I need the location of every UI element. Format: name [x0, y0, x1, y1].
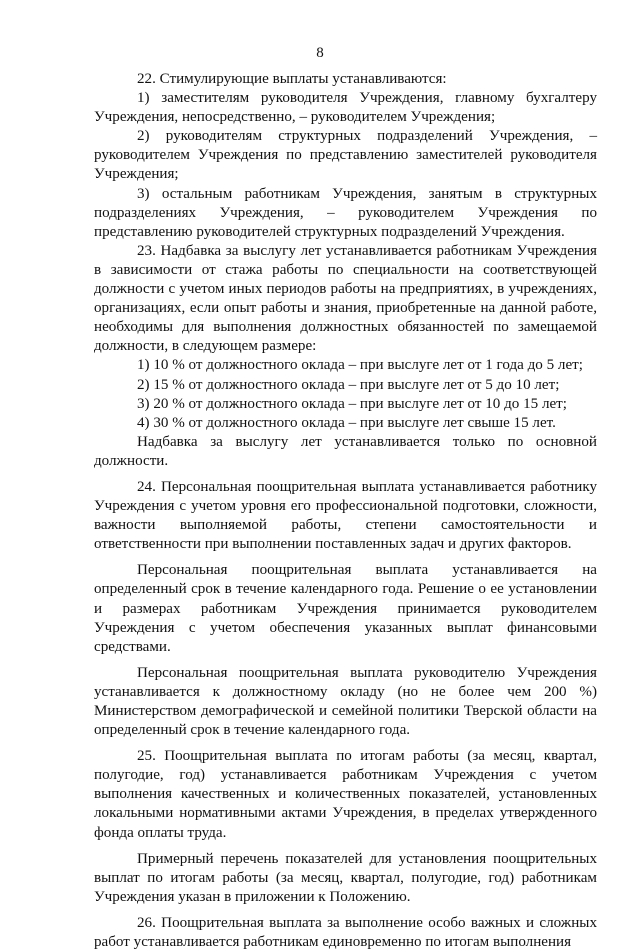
list-item-22-2: 2) руководителям структурных подразделений Учреждения, – руководителем Учреждения по представлению заместителей руководителя Учреждения;: [94, 128, 597, 183]
paragraph-23-seniority-bonus: 23. Надбавка за выслугу лет устанавливается работникам Учреждения в зависимости от стажа работы по специальности на соответствующей должности с учетом иных периодов работы на предприятиях, в учреждениях, организациях, если опыт работы и знания, приобретенные на данной работе, необходимы для выполнения должностных обязанностей по замещаемой должности, в следующем размере:: [94, 242, 597, 355]
page-number: 8: [316, 45, 324, 61]
list-item-22-1: 1) заместителям руководителя Учреждения, главному бухгалтеру Учреждения, непосредственно, – руководителем Учреждения;: [94, 90, 597, 126]
paragraph-25-indicators: Примерный перечень показателей для установления поощрительных выплат по итогам работы (за месяц, квартал, полугодие, год) работникам Учреждения указан в приложении к Положению.: [94, 850, 597, 905]
list-item-23-3: 3) 20 % от должностного оклада – при выслуге лет от 10 до 15 лет;: [137, 395, 567, 412]
paragraph-22-intro: 22. Стимулирующие выплаты устанавливаются:: [137, 71, 447, 87]
list-item-23-4: 4) 30 % от должностного оклада – при выслуге лет свыше 15 лет.: [137, 414, 556, 431]
paragraph-26-special-work: 26. Поощрительная выплата за выполнение особо важных и сложных работ устанавливается работникам единовременно по итогам выполнения: [94, 914, 597, 951]
paragraph-25-results-payment: 25. Поощрительная выплата по итогам работы (за месяц, квартал, полугодие, год) устанавливается работникам Учреждения с учетом выполнения качественных и количественных показателей, установленных локальными нормативными актами Учреждения, в пределах утвержденного фонда оплаты труда.: [94, 748, 597, 841]
list-item-23-1: 1) 10 % от должностного оклада – при выслуге лет от 1 года до 5 лет;: [137, 357, 583, 374]
document-body: [94, 70, 597, 952]
paragraph-23-main-position: Надбавка за выслугу лет устанавливается только по основной должности.: [94, 433, 597, 469]
paragraph-24-term: Персональная поощрительная выплата устанавливается на определенный срок в течение календарного года. Решение о ее установлении и размерах работникам Учреждения принимается руководителем Учреждения с учетом обеспечения указанных выплат финансовыми средствами.: [94, 562, 597, 655]
list-item-22-3: 3) остальным работникам Учреждения, занятым в структурных подразделениях Учреждения, – руководителем Учреждения по представлению руководителей структурных подразделений Учреждения.: [94, 185, 597, 240]
list-item-23-2: 2) 15 % от должностного оклада – при выслуге лет от 5 до 10 лет;: [137, 376, 560, 393]
paragraph-24-head-payment: Персональная поощрительная выплата руководителю Учреждения устанавливается к должностному окладу (но не более чем 200 %) Министерством демографической и семейной политики Тверской области на определенный срок в течение календарного года.: [94, 664, 597, 739]
paragraph-24-personal-payment: 24. Персональная поощрительная выплата устанавливается работнику Учреждения с учетом уровня его профессиональной подготовки, сложности, важности выполняемой работы, степени самостоятельности и ответственности при выполнении поставленных задач и других факторов.: [94, 478, 597, 553]
